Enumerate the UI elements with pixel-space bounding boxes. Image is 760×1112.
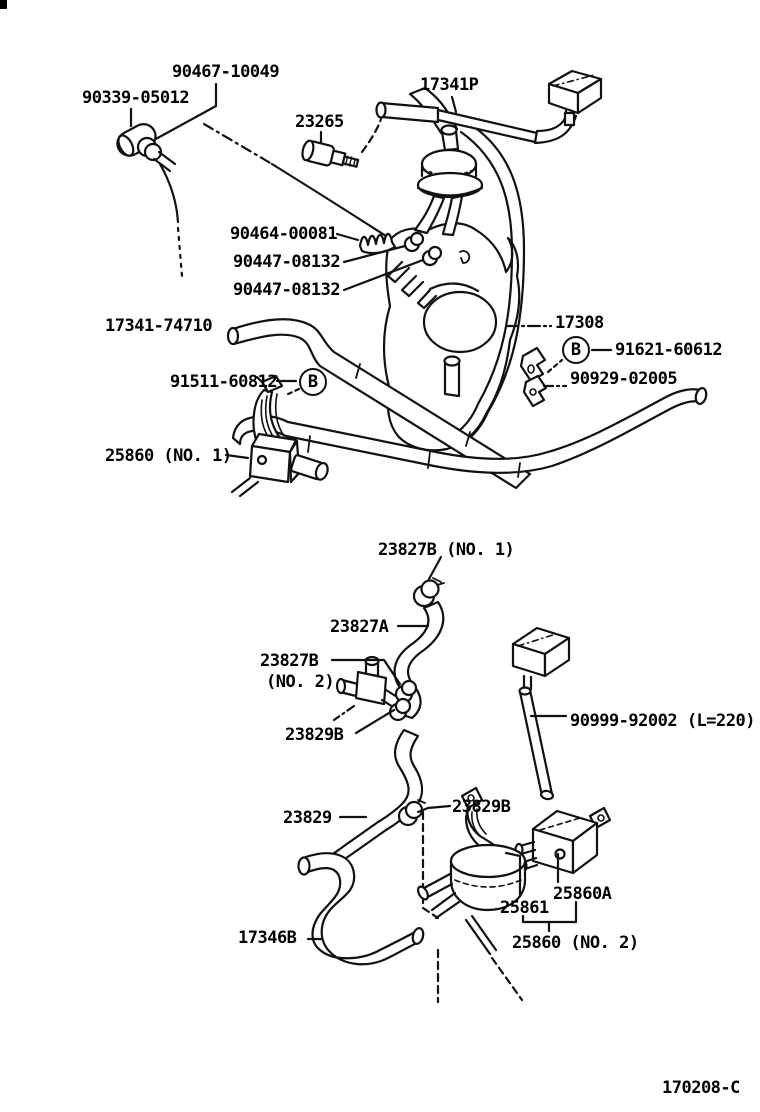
part-label-90447-08132-a: 90447-08132 — [233, 252, 341, 272]
tube-90999-92002 — [513, 628, 569, 800]
clips-91621-90929 — [506, 326, 611, 406]
part-label-23827b-no1: 23827B (NO. 1) — [378, 540, 515, 560]
part-label-17341-74710: 17341-74710 — [105, 316, 213, 336]
part-label-25860-no2: 25860 (NO. 2) — [512, 933, 639, 953]
part-label-91621-60612: 91621-60612 — [615, 340, 723, 360]
part-label-91511-60812: 91511-60812 — [170, 372, 278, 392]
part-label-23265: 23265 — [295, 112, 344, 132]
part-label-90447-08132-b: 90447-08132 — [233, 280, 341, 300]
hose-17346b — [299, 853, 425, 964]
part-label-25861: 25861 — [500, 898, 549, 918]
fitting-90339 — [113, 84, 386, 276]
part-label-23829b-lower: 23829B — [452, 797, 511, 817]
part-label-90339-05012: 90339-05012 — [82, 88, 190, 108]
clamp-23827b-no1 — [414, 557, 444, 606]
part-label-23827b-no2: 23827B — [260, 651, 319, 671]
part-label-90929-02005: 90929-02005 — [570, 369, 678, 389]
pipe-17341p — [377, 71, 602, 143]
part-label-17346b: 17346B — [238, 928, 297, 948]
callout-b-left: B — [299, 368, 327, 396]
part-label-23829b-upper: 23829B — [285, 725, 344, 745]
part-label-90999-92002: 90999-92002 (L=220) — [570, 711, 755, 731]
part-label-17341p: 17341P — [420, 75, 479, 95]
part-label-23827b-no2-line2: (NO. 2) — [266, 672, 335, 692]
part-label-90467-10049: 90467-10049 — [172, 62, 280, 82]
figure-code: 170208-C — [662, 1078, 740, 1098]
part-label-17308: 17308 — [555, 313, 604, 333]
part-label-25860-no1: 25860 (NO. 1) — [105, 446, 232, 466]
hose-23829 — [326, 730, 450, 863]
part-label-23827a: 23827A — [330, 617, 389, 637]
callout-b-right: B — [562, 336, 590, 364]
vsv-25860a — [516, 808, 611, 873]
vsv-25860-no1 — [226, 434, 330, 496]
part-label-90464-00081: 90464-00081 — [230, 224, 338, 244]
part-label-25860a: 25860A — [553, 884, 612, 904]
part-label-23829: 23829 — [283, 808, 332, 828]
